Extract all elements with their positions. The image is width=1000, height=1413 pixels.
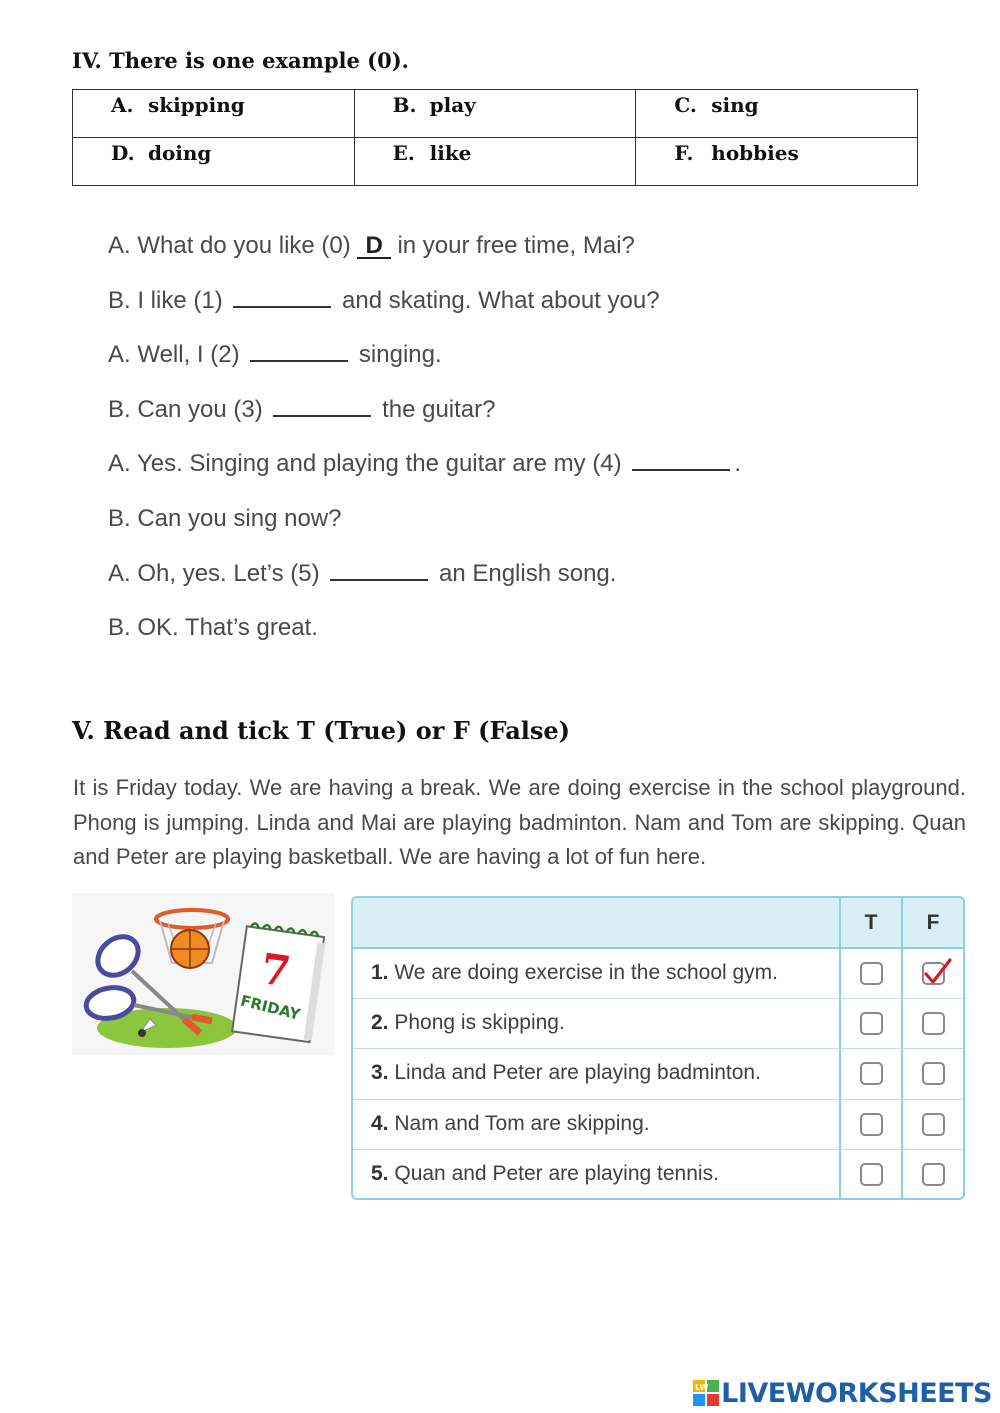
- statement-number: 3.: [371, 1061, 389, 1085]
- word-options-table: [72, 89, 918, 186]
- false-checkbox-3[interactable]: [922, 1062, 945, 1085]
- dialogue-line-5: B. Can you sing now?: [108, 504, 342, 532]
- dialogue-line-1: B. I like (1) and skating. What about you?: [108, 286, 660, 314]
- statement-4: [353, 1100, 841, 1149]
- true-checkbox-4[interactable]: [860, 1113, 883, 1136]
- statement-number: 2.: [371, 1011, 389, 1035]
- table-row: [353, 999, 963, 1049]
- column-f-header: F: [926, 911, 940, 934]
- false-checkbox-4[interactable]: [922, 1113, 945, 1136]
- false-checkbox-5[interactable]: [922, 1163, 945, 1186]
- statement-3: [353, 1049, 841, 1098]
- dialogue-line-2: A. Well, I (2) singing.: [108, 341, 442, 369]
- liveworksheets-logo-icon: [693, 1380, 721, 1406]
- true-checkbox-3[interactable]: [860, 1062, 883, 1085]
- answer-blank-2[interactable]: [250, 340, 348, 362]
- option-c: C. sing: [636, 90, 918, 138]
- dialogue-line-0: A. What do you like (0) D in your free time, Mai?: [108, 232, 635, 259]
- statement-number: 1.: [371, 961, 389, 984]
- false-checkbox-2[interactable]: [922, 1012, 945, 1035]
- true-checkbox-1[interactable]: [860, 962, 883, 985]
- section-5-heading: V. Read and tick T (True) or F (False): [72, 716, 571, 745]
- statement-2: [353, 999, 841, 1048]
- true-false-table: [351, 896, 965, 1200]
- statement-text: Quan and Peter are playing tennis.: [394, 1161, 719, 1185]
- statement-number: 4.: [371, 1111, 389, 1135]
- dialogue-line-3: B. Can you (3) the guitar?: [108, 395, 496, 423]
- true-checkbox-2[interactable]: [860, 1012, 883, 1035]
- table-row: [353, 949, 963, 999]
- statement-text: Linda and Peter are playing badminton.: [394, 1061, 761, 1085]
- svg-text:LW: LW: [695, 1383, 709, 1392]
- false-checkbox-1[interactable]: [922, 962, 945, 985]
- statement-text: Phong is skipping.: [394, 1011, 565, 1035]
- reading-passage: It is Friday today. We are having a break. We are doing exercise in the school playground. Phong is jumping. Linda and Mai are playing badminton. Nam and Tom are skipping. Quan and Peter are playing basketball. We are having a lot of fun here.: [73, 775, 966, 869]
- calendar-icon: [232, 922, 327, 1042]
- dialogue-line-7: B. OK. That’s great.: [108, 614, 318, 642]
- statement-text: We are doing exercise in the school gym.: [394, 961, 778, 984]
- statement-1: [353, 949, 841, 998]
- dialogue: [108, 228, 968, 665]
- calendar-day: 7: [257, 943, 294, 997]
- liveworksheets-logo: [693, 1376, 992, 1410]
- answer-blank-3[interactable]: [273, 395, 371, 417]
- table-row: [353, 1049, 963, 1099]
- calendar-weekday: FRIDAY: [238, 991, 303, 1024]
- option-e: E. like: [354, 138, 636, 186]
- table-row: [353, 1100, 963, 1150]
- answer-blank-5[interactable]: [330, 559, 428, 581]
- sports-illustration: [72, 893, 334, 1055]
- section-4-heading: IV. There is one example (0).: [72, 48, 409, 73]
- answer-blank-1[interactable]: [233, 286, 331, 308]
- option-a: A. skipping: [73, 90, 355, 138]
- dialogue-line-6: A. Oh, yes. Let’s (5) an English song.: [108, 559, 617, 587]
- option-f: F. hobbies: [636, 138, 918, 186]
- table-row: [353, 1150, 963, 1200]
- dialogue-line-4: A. Yes. Singing and playing the guitar are my (4) .: [108, 450, 741, 478]
- column-t-header: T: [841, 898, 903, 947]
- option-b: B. play: [354, 90, 636, 138]
- statement-5: [353, 1150, 841, 1200]
- statement-number: 5.: [371, 1161, 389, 1185]
- example-answer: D: [357, 235, 390, 259]
- statement-text: Nam and Tom are skipping.: [394, 1111, 650, 1135]
- table-header: [353, 898, 963, 949]
- sports-illustration-image: [72, 893, 334, 1055]
- answer-blank-4[interactable]: [632, 449, 730, 471]
- tick-mark-icon: [922, 958, 952, 988]
- true-checkbox-5[interactable]: [860, 1163, 883, 1186]
- logo-text: LIVEWORKSHEETS: [721, 1377, 992, 1409]
- option-d: D. doing: [73, 138, 355, 186]
